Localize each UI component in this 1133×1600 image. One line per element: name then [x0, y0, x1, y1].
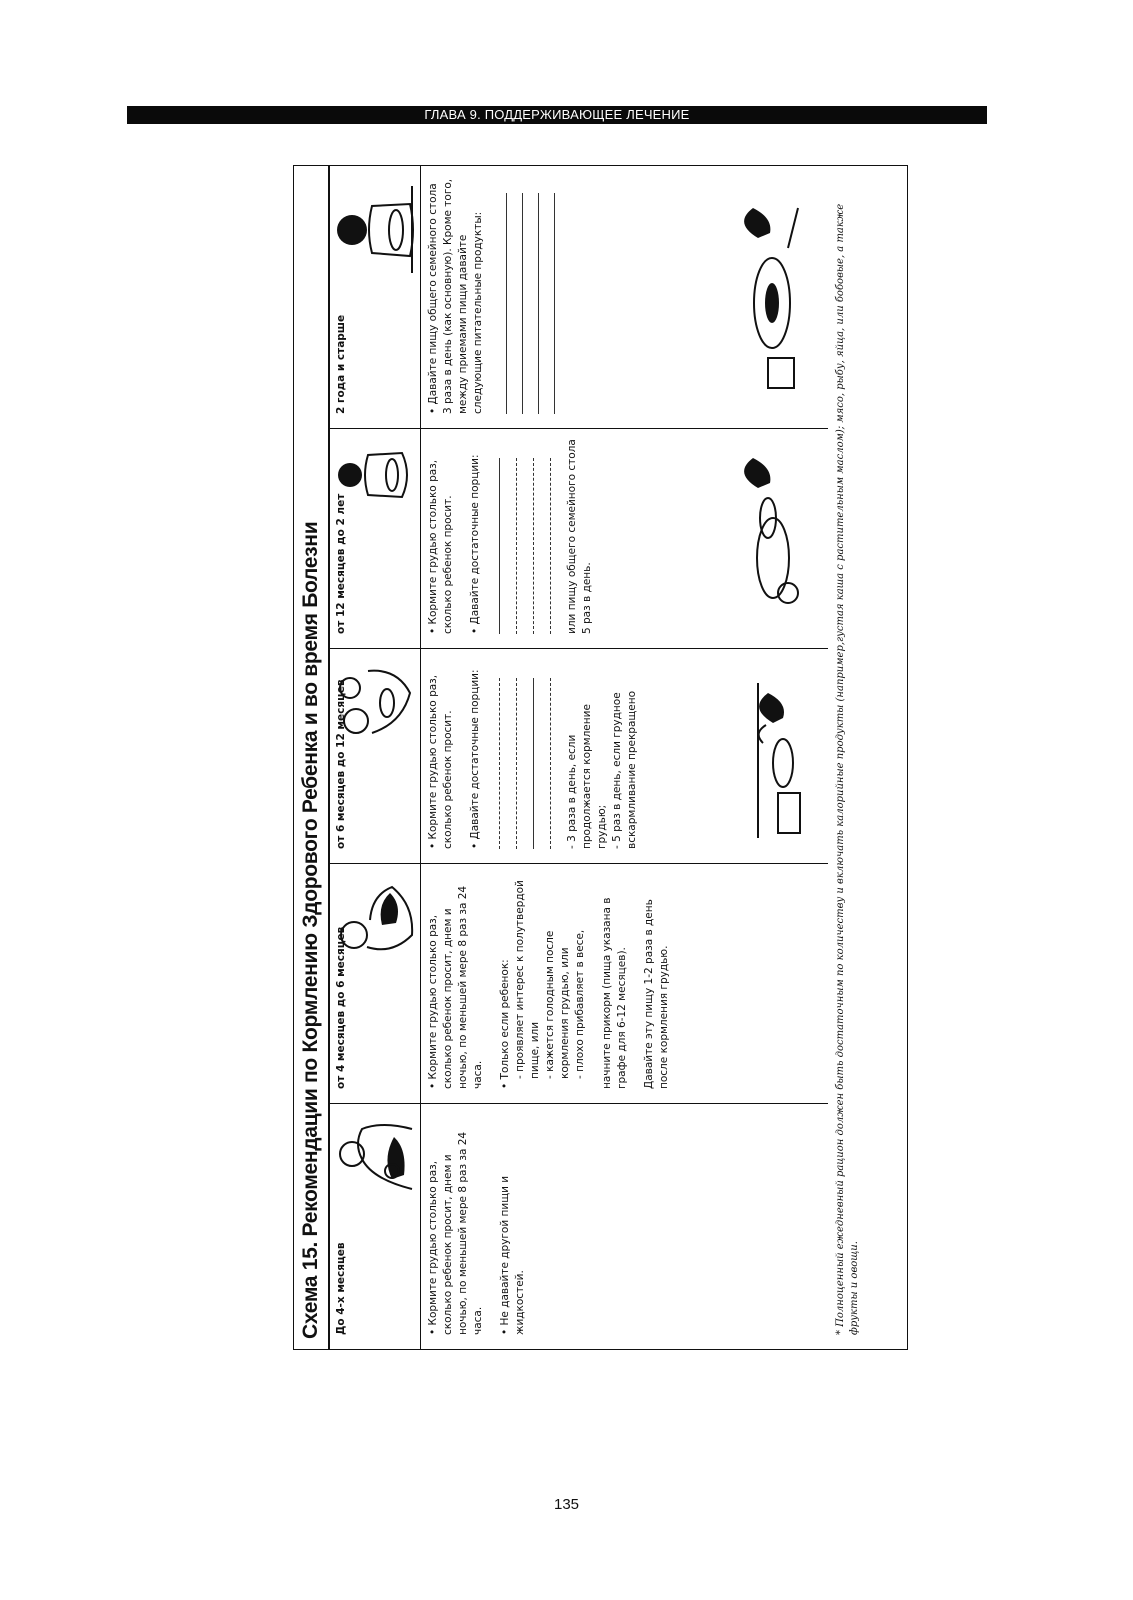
column-heading: 2 года и старше — [335, 314, 347, 414]
blank-line — [506, 459, 517, 635]
frequency-note: Давайте эту пищу 1-2 раза в день после кормления грудью. — [643, 899, 670, 1089]
column-4-to-6-months — [328, 864, 828, 1104]
mother-breastfeeding-baby-icon — [332, 879, 418, 965]
column-heading: от 4 месяцев до 6 месяцев — [335, 926, 347, 1089]
column-12-months-to-2-years — [328, 429, 828, 649]
feeding-instruction: • Кормите грудью столько раз, сколько ребенок просит, днем и ночью, по меньшей мере 8 раз за 24 часа. — [427, 1131, 484, 1335]
column-heading: от 12 месяцев до 2 лет — [335, 493, 347, 634]
family-meal-icon — [728, 198, 808, 398]
schedule-item: - 3 раза в день, если продолжается кормление грудью; — [566, 704, 608, 849]
blank-line — [506, 678, 517, 849]
child-at-table-icon — [332, 182, 418, 278]
portion-instruction: • Давайте достаточные порции: — [469, 454, 481, 634]
condition-item: - проявляет интерес к полутвердой пище, или — [514, 880, 541, 1079]
column-2-years-and-older — [328, 164, 828, 429]
mother-breastfeeding-infant-icon — [332, 1117, 418, 1199]
column-under-4-months — [328, 1104, 828, 1349]
blank-line — [489, 459, 500, 635]
feeding-instruction: • Давайте пищу общего семейного стола 3 раза в день (как основную). Кроме того, между приемами пищи давайте следующие питательные продукты: — [427, 178, 484, 414]
feeding-instruction: • Кормите грудью столько раз, сколько ребенок просит. — [427, 674, 454, 849]
blank-line — [523, 678, 534, 849]
portion-instruction: • Давайте достаточные порции: — [469, 669, 481, 849]
blank-line — [540, 459, 551, 635]
condition-item: - кажется голодным после кормления грудью, или — [544, 930, 571, 1079]
condition-item: - плохо прибавляет в весе, — [574, 929, 586, 1079]
blank-line — [489, 678, 500, 849]
condition-intro: • Только если ребенок: — [499, 959, 511, 1089]
feeding-schema — [293, 165, 908, 1350]
blank-line — [512, 193, 523, 414]
blank-line — [544, 193, 555, 414]
header-row-divider — [420, 166, 421, 1349]
blank-line — [528, 193, 539, 414]
feeding-instruction: • Кормите грудью столько раз, сколько ребенок просит, днем и ночью, по меньшей мере 8 раз за 24 часа. — [427, 885, 484, 1089]
child-eating-icon — [332, 437, 418, 513]
start-complementary: начните прикорм (пища указана в графе для 6-12 месяцев). — [601, 897, 628, 1089]
blank-line — [523, 459, 534, 635]
family-food-note: или пищу общего семейного стола 5 раз в день. — [566, 439, 593, 634]
schedule-item: - 5 раз в день, если грудное вскармливание прекращено — [611, 690, 638, 849]
schema-footnote: * Полноценный ежедневный рацион должен быть достаточным по количеству и включать калорийные продукты (например,густая каша с растительным маслом); мясо, рыбу, яйца, или бобовые, а также фрукты и овощи. — [835, 203, 860, 1335]
schema-title: Схема 15. Рекомендации по Кормлению Здорового Ребенка и во время Болезни — [294, 166, 330, 1349]
column-heading: До 4-х месяцев — [335, 1242, 347, 1335]
pot-and-bowl-food-icon — [738, 673, 808, 843]
page-number: 135 — [553, 1496, 580, 1513]
plates-and-fruit-icon — [728, 448, 808, 618]
feeding-instruction: • Кормите грудью столько раз, сколько ребенок просит. — [427, 459, 454, 634]
column-6-to-12-months — [328, 649, 828, 864]
feeding-instruction: • Не давайте другой пищи и жидкостей. — [499, 1175, 526, 1335]
chapter-header: ГЛАВА 9. ПОДДЕРЖИВАЮЩЕЕ ЛЕЧЕНИЕ — [127, 106, 987, 124]
blank-line — [540, 678, 551, 849]
column-heading: от 6 месяцев до 12 месяцев — [335, 679, 347, 849]
blank-line — [496, 193, 507, 414]
mother-holding-child-icon — [332, 659, 418, 743]
